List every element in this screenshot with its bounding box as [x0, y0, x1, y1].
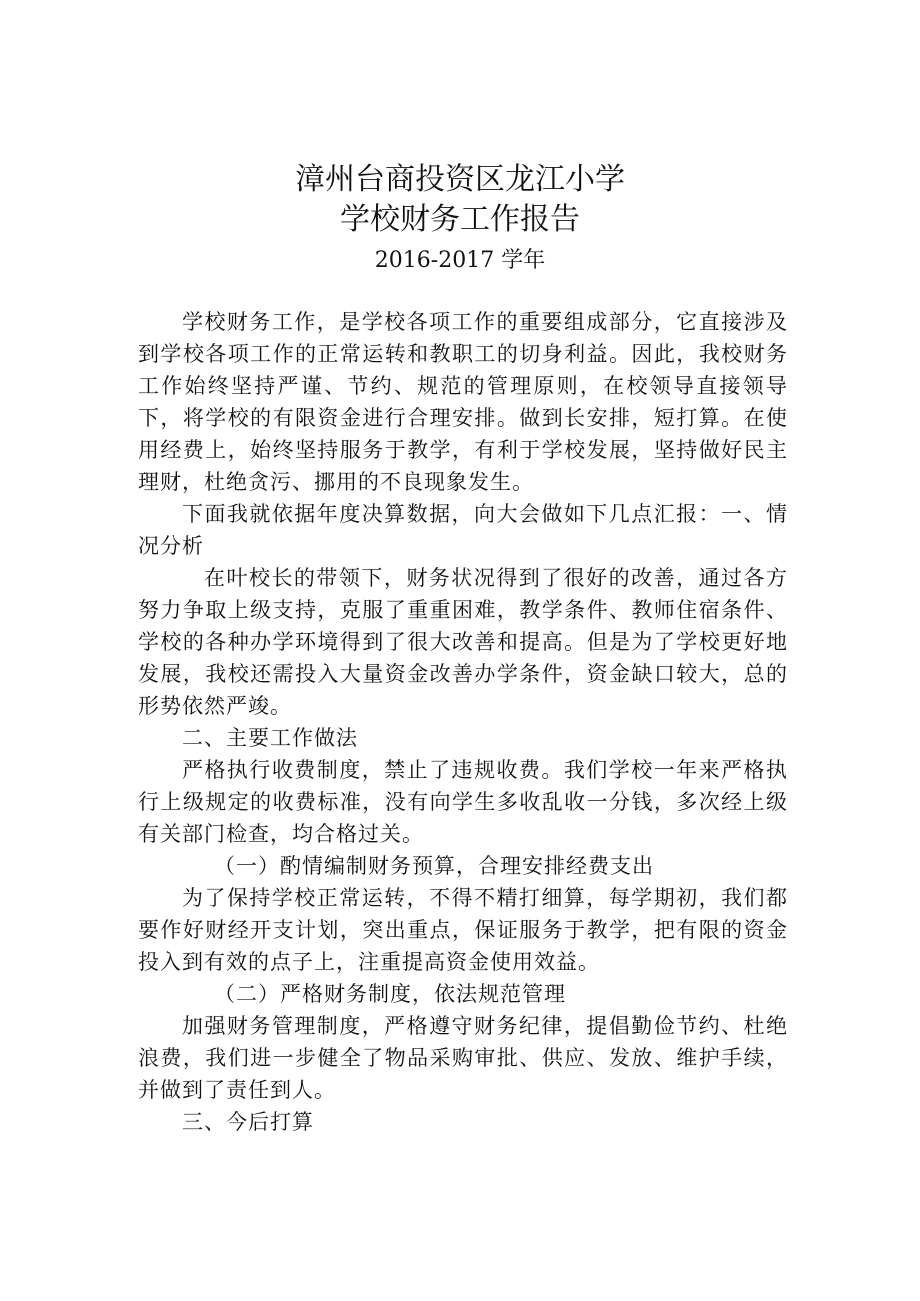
school-year: 2016-2017 学年	[374, 248, 546, 273]
paragraph-report-outline: 下面我就依据年度决算数据，向大会做如下几点汇报：一、情况分析	[138, 502, 788, 558]
title-block	[0, 160, 920, 276]
paragraph-intro: 学校财务工作，是学校各项工作的重要组成部分，它直接涉及到学校各项工作的正常运转和教职工的切身利益。因此，我校财务工作始终坚持严谨、节约、规范的管理原则，在校领导直接领导下，将学校的有限资金进行合理安排。做到长安排，短打算。在使用经费上，始终坚持服务于教学，有利于学校发展，坚持做好民主理财，杜绝贪污、挪用的不良现象发生。	[138, 310, 788, 494]
subheading-budget: （一）酌情编制财务预算，合理安排经费支出	[214, 854, 654, 878]
document-body	[138, 306, 788, 1138]
paragraph-budget: 为了保持学校正常运转，不得不精打细算，每学期初，我们都要作好财经开支计划，突出重点，保证服务于教学，把有限的资金投入到有效的点子上，注重提高资金使用效益。	[138, 886, 788, 974]
paragraph-fee-policy: 严格执行收费制度，禁止了违规收费。我们学校一年来严格执行上级规定的收费标准，没有向学生多收乱收一分钱，多次经上级有关部门检查，均合格过关。	[138, 758, 788, 846]
paragraph-financial-rules: 加强财务管理制度，严格遵守财务纪律，提倡勤俭节约、杜绝浪费，我们进一步健全了物品采购审批、供应、发放、维护手续，并做到了责任到人。	[138, 1014, 788, 1102]
heading-future-plans: 三、今后打算	[182, 1110, 314, 1134]
paragraph-situation-analysis: 在叶校长的带领下，财务状况得到了很好的改善，通过各方努力争取上级支持，克服了重重困难，教学条件、教师住宿条件、学校的各种办学环境得到了很大改善和提高。但是为了学校更好地发展，我校还需投入大量资金改善办学条件，资金缺口较大，总的形势依然严竣。	[138, 566, 788, 718]
document-title-school: 漳州台商投资区龙江小学	[295, 162, 625, 197]
subheading-financial-rules: （二）严格财务制度，依法规范管理	[214, 982, 566, 1006]
document-title-report: 学校财务工作报告	[340, 202, 580, 237]
heading-main-practices: 二、主要工作做法	[182, 726, 358, 750]
